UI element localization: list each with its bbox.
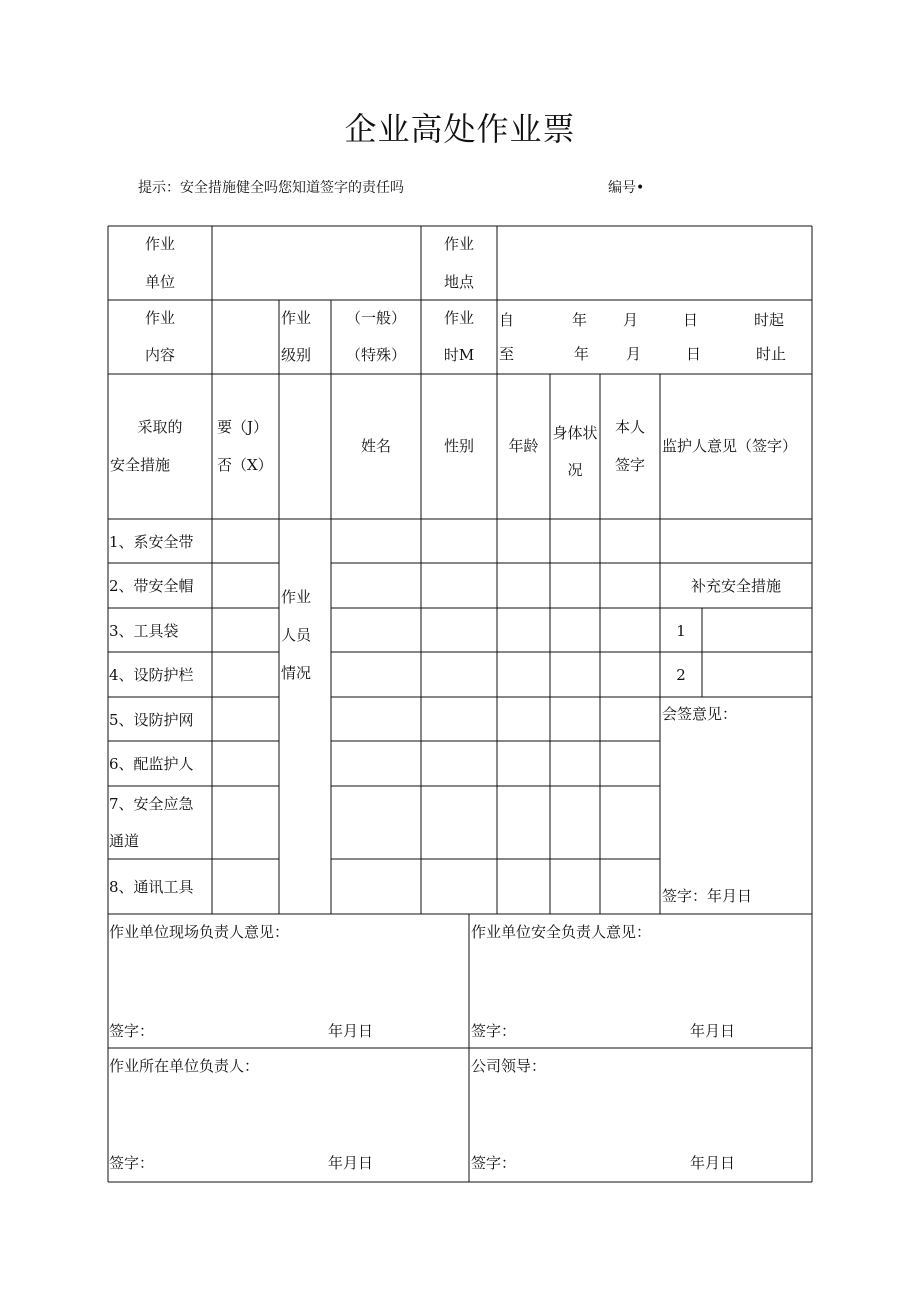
work-site-label-2: 地点 [443, 273, 474, 291]
measure-item: 5、设防护网 [109, 711, 194, 729]
level-option-general: （一般） [345, 309, 406, 327]
serial-number-label: 编号• [608, 180, 645, 196]
measure-item: 4、设防护栏 [109, 666, 194, 684]
time-to-label: 至 [499, 345, 515, 363]
health-header-2: 况 [567, 461, 583, 479]
measure-item: 7、安全应急 [109, 795, 194, 813]
safety-measures-header-2: 安全措施 [110, 456, 171, 474]
work-time-label-2: 时M [443, 346, 475, 364]
signature-label: 签字： [109, 1154, 155, 1172]
self-sign-header: 本人 [614, 418, 645, 436]
company-leader-label: 公司领导： [471, 1057, 547, 1075]
signature-label: 签字： [471, 1022, 517, 1040]
from-year-label: 年 [572, 311, 588, 329]
to-year-label: 年 [574, 345, 590, 363]
safety-measures-header: 采取的 [137, 418, 183, 436]
date-label: 年月日 [690, 1154, 736, 1172]
date-label: 年月日 [690, 1022, 736, 1040]
age-header: 年龄 [508, 437, 539, 455]
level-option-special: （特殊） [345, 346, 406, 364]
measure-item: 1、系安全带 [109, 533, 194, 551]
name-header: 姓名 [360, 437, 391, 455]
page-title: 企业高处作业票 [344, 110, 576, 148]
work-time-label: 作业 [443, 309, 474, 327]
work-level-label-2: 级别 [281, 346, 312, 364]
work-site-label: 作业 [443, 235, 474, 253]
from-day-label: 日 [683, 311, 699, 329]
measure-item: 3、工具袋 [109, 622, 179, 640]
work-content-label: 作业 [144, 309, 175, 327]
health-header: 身体状 [552, 424, 598, 442]
personnel-label: 作业 [281, 588, 312, 606]
work-content-label-2: 内容 [144, 346, 175, 364]
site-leader-opinion-label: 作业单位现场负责人意见： [109, 923, 290, 941]
countersign-label: 会签意见： [662, 705, 738, 723]
personnel-label-2: 人员 [281, 626, 312, 644]
signature-label: 签字： [471, 1154, 517, 1172]
time-from-label: 自 [499, 311, 515, 329]
gender-header: 性别 [443, 437, 474, 455]
measure-item: 6、配监护人 [109, 755, 194, 773]
work-unit-label: 作业 [144, 235, 175, 253]
yes-no-header-2: 否（X） [217, 456, 273, 474]
yes-no-header: 要（J） [217, 418, 269, 436]
measure-item: 8、通讯工具 [109, 878, 194, 896]
countersign-signature-date: 签字：年月日 [662, 887, 753, 905]
date-label: 年月日 [328, 1154, 374, 1172]
to-hour-label: 时止 [756, 345, 787, 363]
from-hour-label: 时起 [754, 311, 785, 329]
measure-item: 2、带安全帽 [109, 577, 194, 595]
work-unit-label-2: 单位 [144, 273, 175, 291]
safety-hint: 提示：安全措施健全吗您知道签字的责任吗 [138, 180, 404, 196]
signature-label: 签字： [109, 1022, 155, 1040]
guardian-opinion-header: 监护人意见（签字） [662, 437, 798, 455]
work-level-label: 作业 [281, 309, 312, 327]
safety-leader-opinion-label: 作业单位安全负责人意见： [471, 923, 652, 941]
supplement-number: 2 [676, 666, 686, 684]
measure-item: 通道 [109, 832, 140, 850]
self-sign-header-2: 签字 [614, 456, 645, 474]
to-day-label: 日 [686, 345, 702, 363]
unit-leader-label: 作业所在单位负责人： [109, 1057, 260, 1075]
personnel-label-3: 情况 [281, 664, 312, 682]
supplement-measures-label: 补充安全措施 [690, 577, 781, 595]
to-month-label: 月 [626, 345, 642, 363]
supplement-number: 1 [676, 622, 686, 640]
from-month-label: 月 [623, 311, 639, 329]
date-label: 年月日 [328, 1022, 374, 1040]
